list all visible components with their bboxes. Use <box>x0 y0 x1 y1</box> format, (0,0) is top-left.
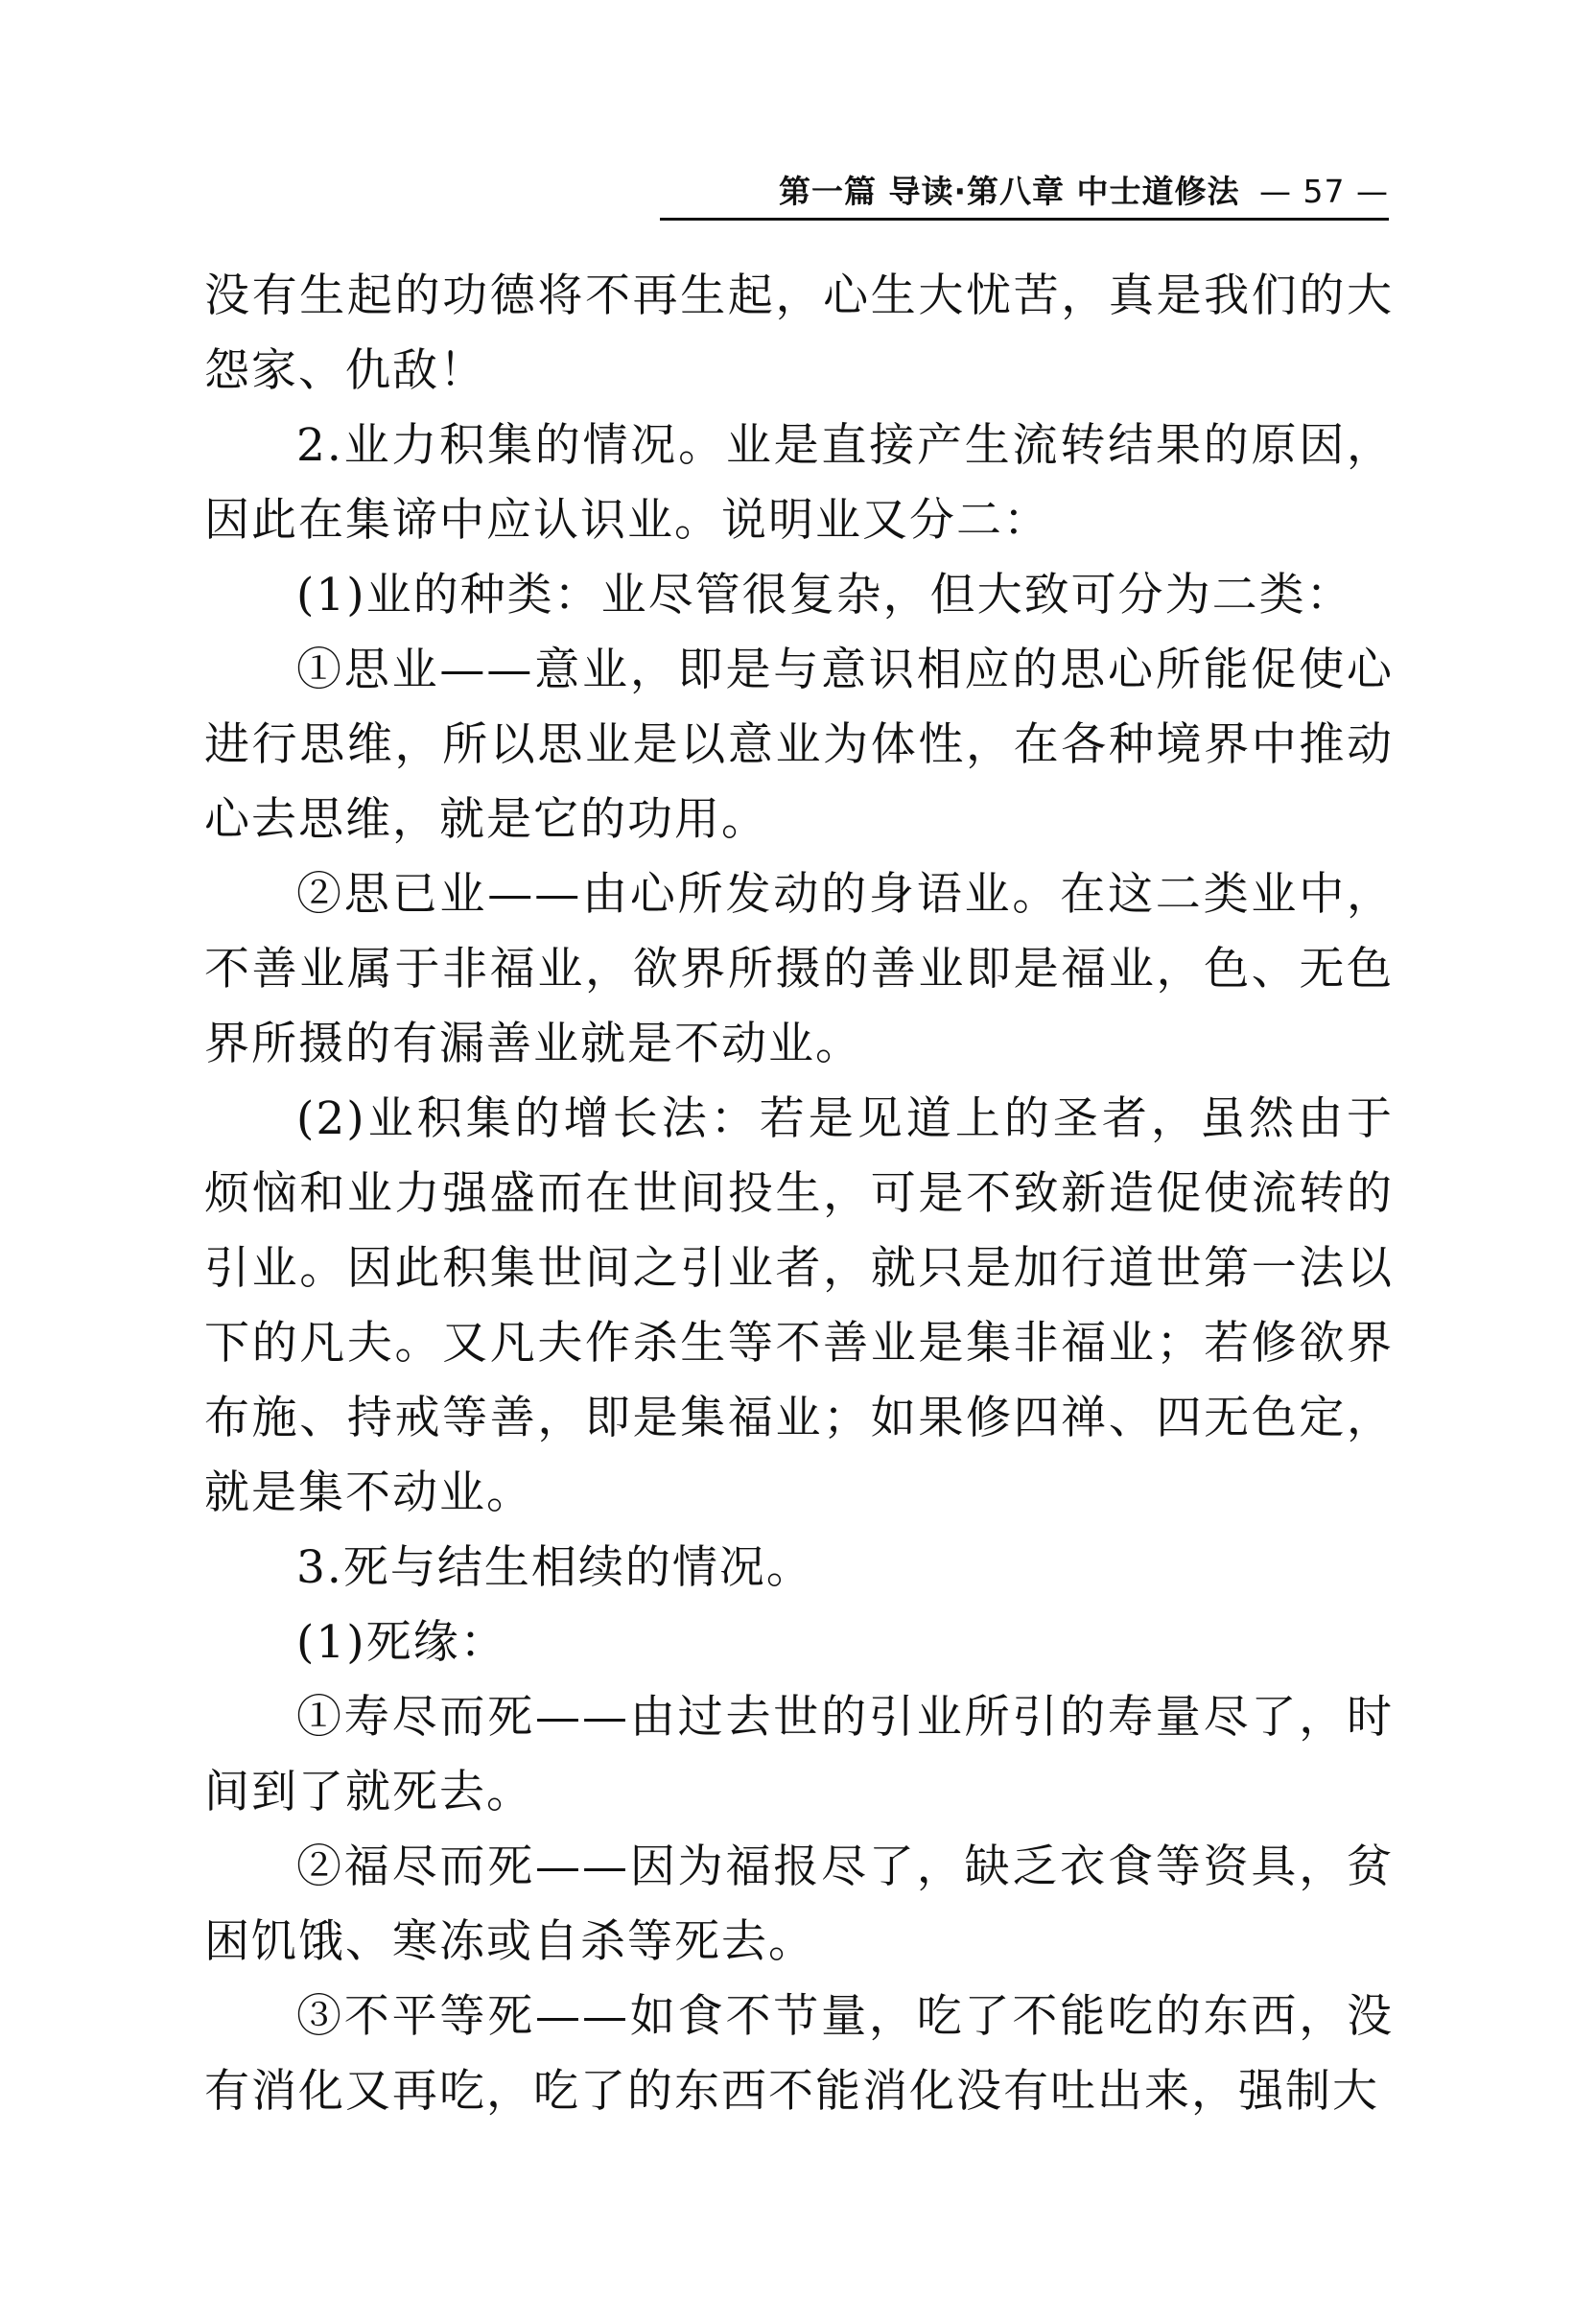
paragraph: ②思已业——由心所发动的身语业。在这二类业中，不善业属于非福业，欲界所摄的善业即是福业，色、无色界所摄的有漏善业就是不动业。 <box>204 868 1394 1070</box>
paragraph: ①寿尽而死——由过去世的引业所引的寿量尽了，时间到了就死去。 <box>204 1691 1394 1818</box>
paragraph: ③不平等死——如食不节量，吃了不能吃的东西，没有消化又再吃，吃了的东西不能消化没有吐出来，强制大 <box>204 1990 1394 2118</box>
paragraph: (1)死缘： <box>296 1616 507 1669</box>
paragraph: ②福尽而死——因为福报尽了，缺乏衣食等资具，贫困饥饿、寒冻或自杀等死去。 <box>204 1841 1394 1968</box>
header-title: 第一篇 导读·第八章 中士道修法 <box>779 173 1240 210</box>
page-number: — 57 — <box>1259 173 1389 210</box>
paragraph: (2)业积集的增长法：若是见道上的圣者，虽然由于烦恼和业力强盛而在世间投生，可是不致新造促使流转的引业。因此积集世间之引业者，就只是加行道世第一法以下的凡夫。又凡夫作杀生等不善业是集非福业；若修欲界布施、持戒等善，即是集福业；如果修四禅、四无色定，就是集不动业。 <box>204 1092 1394 1519</box>
header-rule <box>660 218 1389 221</box>
running-header <box>660 165 1389 219</box>
paragraph: 3.死与结生相续的情况。 <box>296 1541 813 1594</box>
paragraph: 没有生起的功德将不再生起，心生大忧苦，真是我们的大怨家、仇敌！ <box>204 270 1394 397</box>
body-text <box>204 259 1394 2129</box>
paragraph: ①思业——意业，即是与意识相应的思心所能促使心进行思维，所以思业是以意业为体性，在各种境界中推动心去思维，就是它的功用。 <box>204 644 1394 846</box>
paragraph: (1)业的种类：业尽管很复杂，但大致可分为二类： <box>296 569 1353 621</box>
paragraph: 2.业力积集的情况。业是直接产生流转结果的原因，因此在集谛中应认识业。说明业又分二： <box>204 419 1394 547</box>
